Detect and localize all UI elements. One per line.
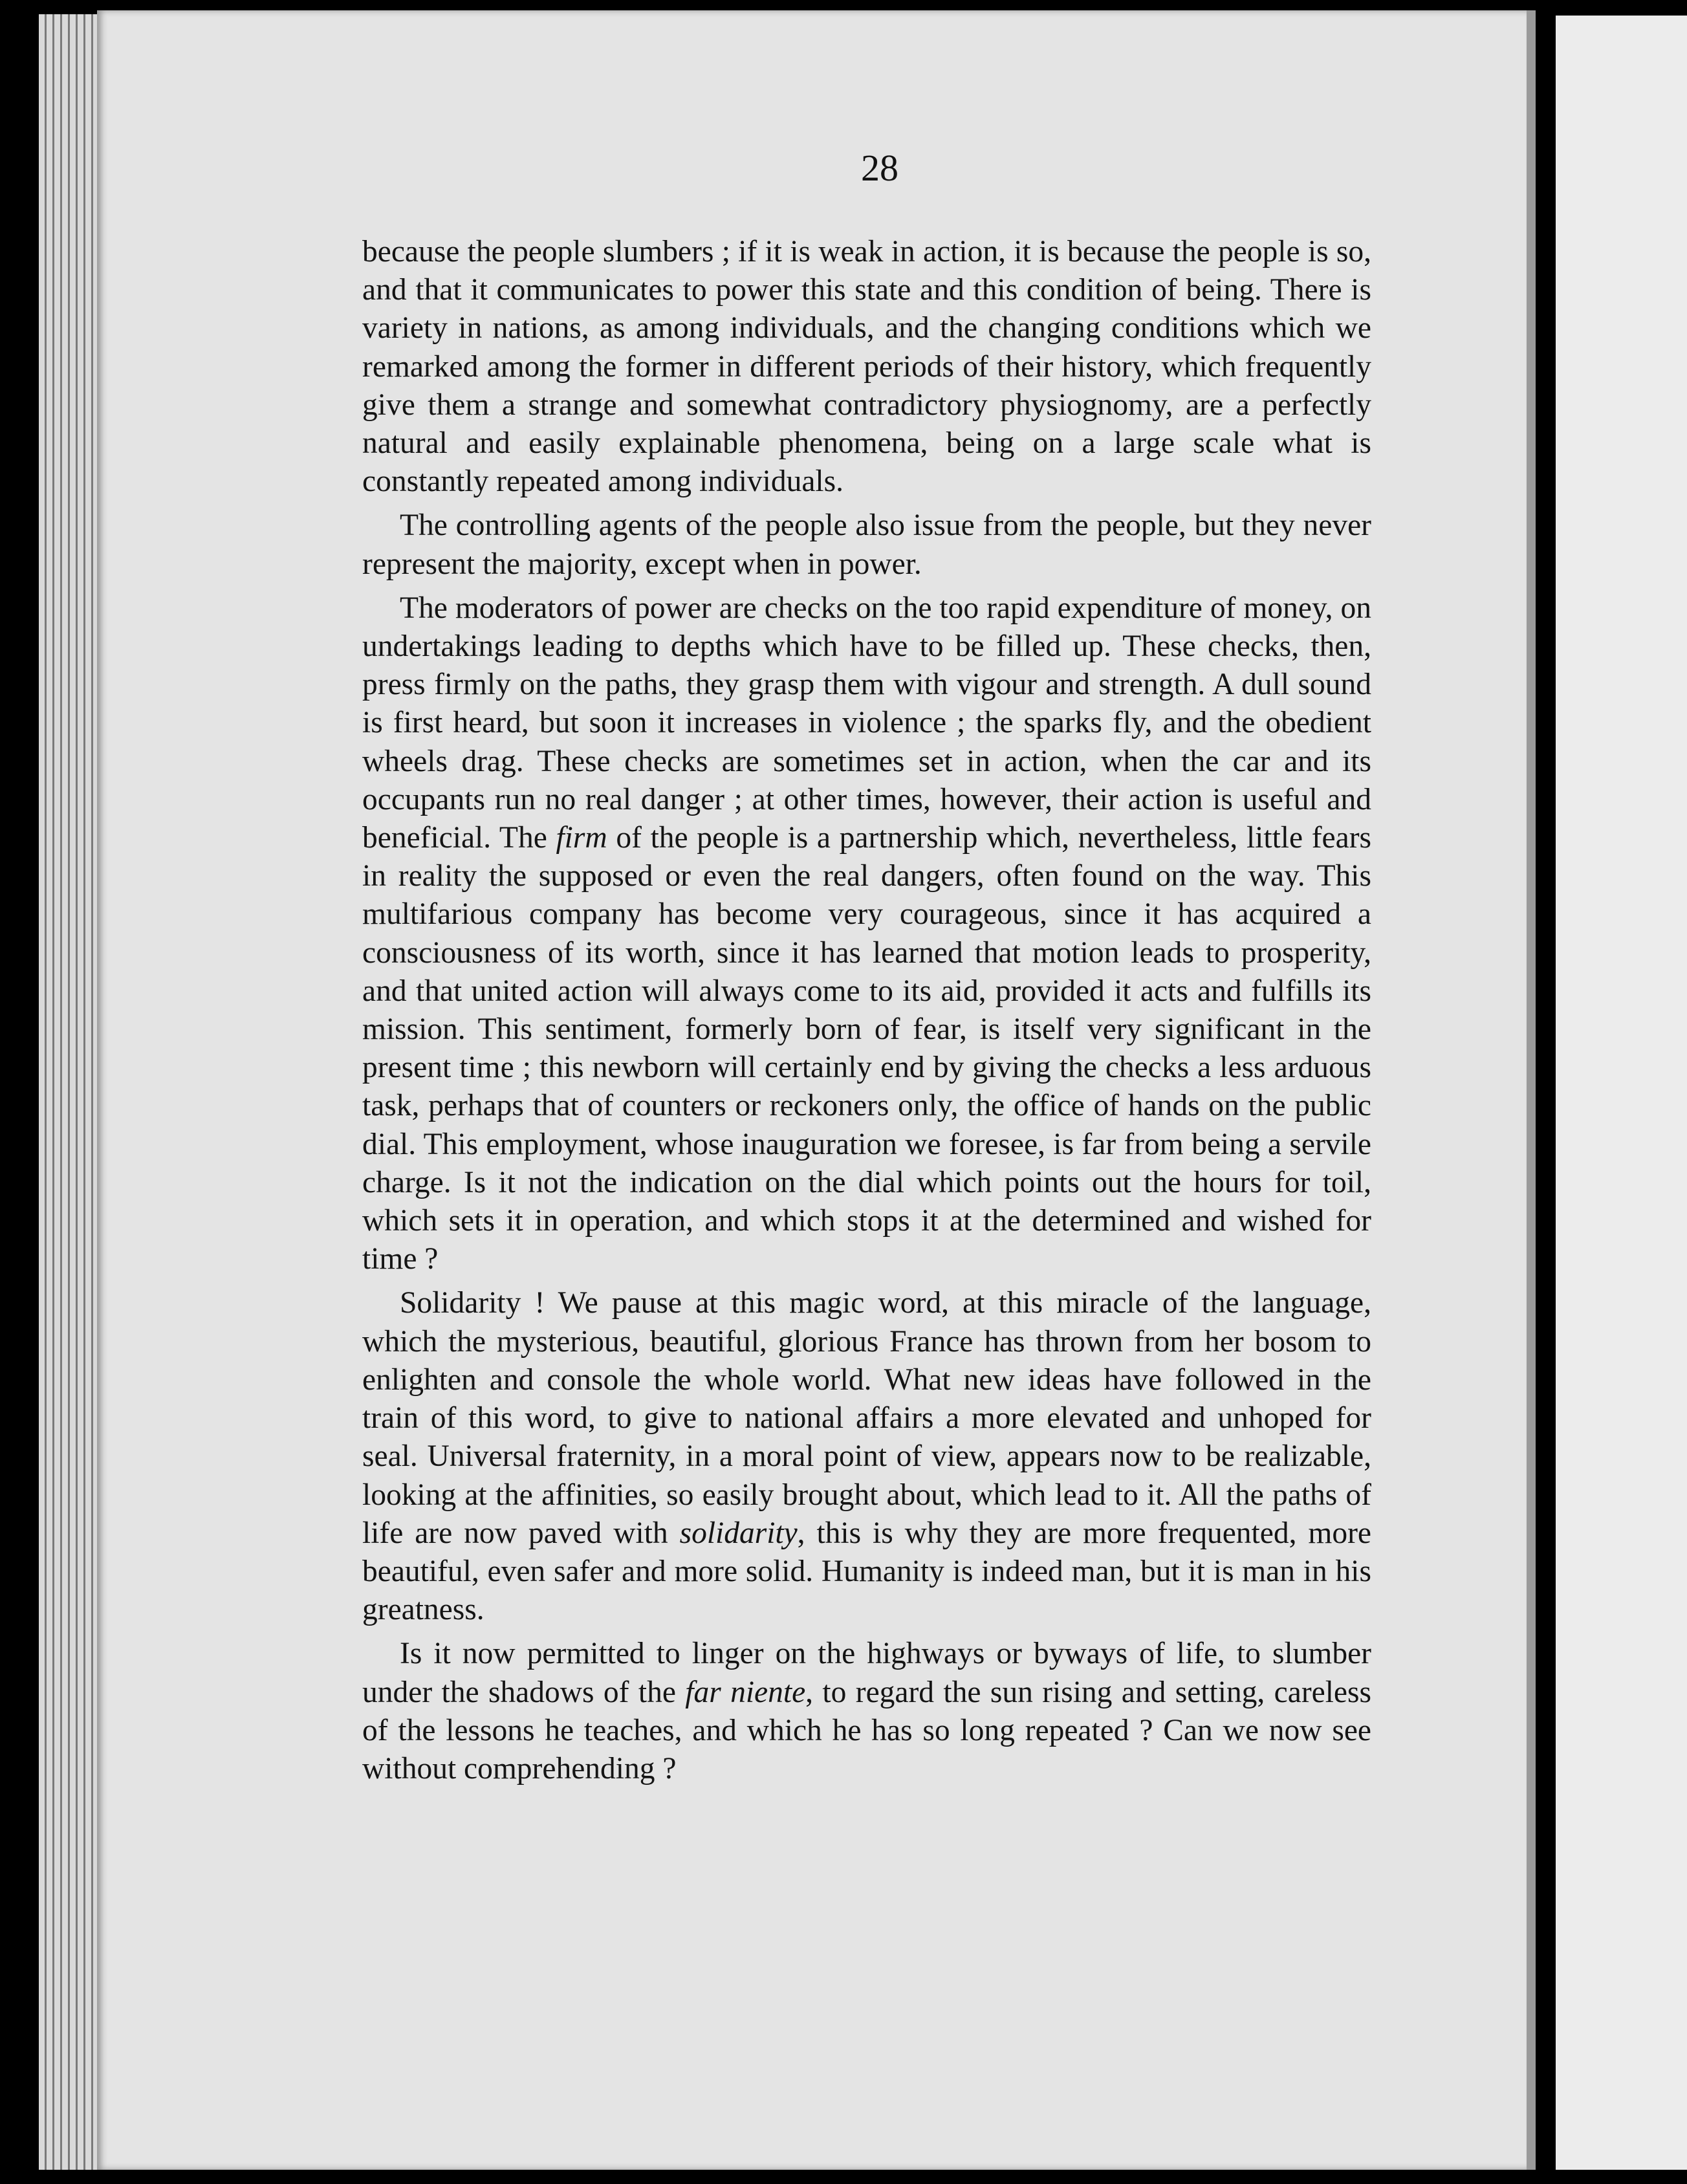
paragraph-solidarity [362,1284,1371,1629]
text-run: of the people is a partnership which, nevertheless, little fears in reality the supposed or even the real dangers, often found on the way. This multifarious company has become very courageous, since it has acquired a consciousness of its worth, since it has learned that motion leads to prosperity, and that united action will always come to its aid, provided it acts and fulfills its mission. This sentiment, formerly born of fear, is itself very significant in the present time ; this newborn will certainly end by giving the checks a less arduous task, perhaps that of counters or reckoners only, the office of hands on the public dial. This employment, whose inauguration we foresee, is far from being a servile charge. Is it not the indication on the dial which points out the hours for toil, which sets it in operation, and which stops it at the determined and wished for time ? [362,821,1372,1276]
text-run: , this is why they are more frequented, more beautiful, even safer and more solid. Humanity is indeed man, but it is man in his greatness. [362,1516,1371,1627]
page-gutter [1527,10,1536,2170]
italic-term: firm [556,821,607,855]
adjacent-page-sliver [1556,16,1687,2170]
text-run: Solidarity ! We pause at this magic word, at this miracle of the language, which the mysterious, beautiful, glorious France has thrown from her bosom to enlighten and console the whole world. What new ideas have followed in the train of this word, to give to national affairs a more elevated and unhoped for seal. Universal fraternity, in a moral point of view, appears now to be realizable, looking at the affinities, so easily brought about, which lead to it. All the paths of life are now paved with [362,1286,1371,1550]
page-number: 28 [861,147,898,189]
paragraph-far-niente [362,1635,1371,1788]
paragraph-controlling-agents: The controlling agents of the people also issue from the people, but they never represent the majority, except when in power. [362,508,1371,581]
text-run: , to regard the sun rising and setting, careless of the lessons he teaches, and which he has so long repeated ? Can we now see without comprehending ? [362,1675,1371,1785]
stacked-page-edges [39,14,100,2170]
paragraph-continued: because the people slumbers ; if it is weak in action, it is because the people is so, and that it communicates to power this state and this condition of being. There is variety in nations, as among individuals, and the changing conditions which we remarked among the former in different periods of their history, which frequently give them a strange and somewhat contradictory physiognomy, are a perfectly natural and easily explainable phenomena, being on a large scale what is constantly repeated among individuals. [362,235,1371,499]
text-run: Is it now permitted to linger on the highways or byways of life, to slumber under the shadows of the [362,1637,1371,1709]
italic-term: far niente [685,1675,806,1709]
text-run: The moderators of power are checks on the too rapid expenditure of money, on undertakings leading to depths which have to be filled up. These checks, then, press firmly on the paths, they grasp them with vigour and strength. A dull sound is first heard, but soon it increases in violence ; the sparks fly, and the obedient wheels drag. These checks are sometimes set in action, when the car and its occupants run no real danger ; at other times, however, their action is useful and beneficial. The [362,591,1371,855]
body-text [362,233,1371,1794]
paragraph-moderators-of-power [362,589,1371,1279]
italic-term: solidarity [679,1516,798,1550]
